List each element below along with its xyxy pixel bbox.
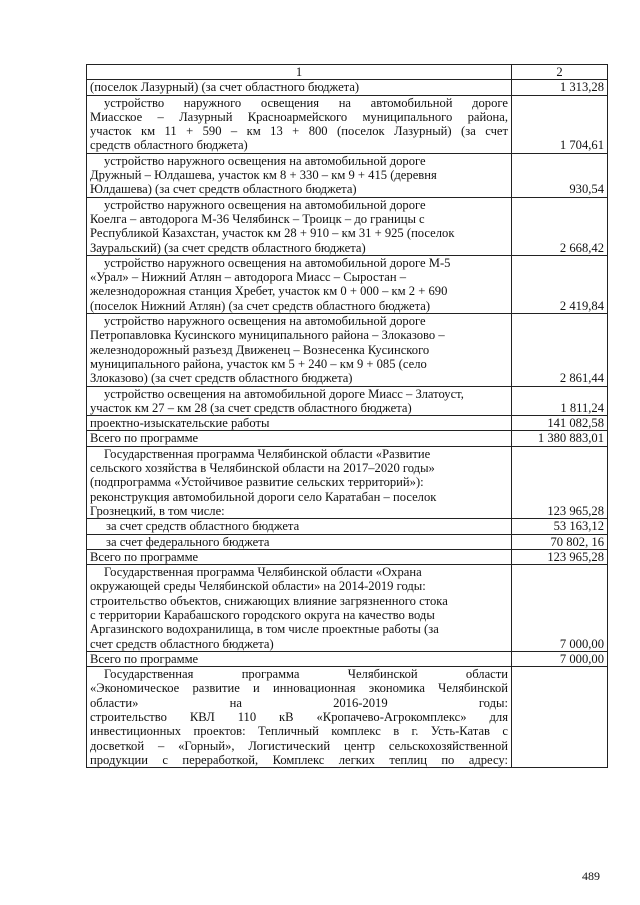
description-line: Грознецкий, в том числе: [90,503,225,518]
table-body [87,80,608,768]
description-line: Государственная программа Челябинской области «Развитие [104,446,431,461]
amount-value: 1 811,24 [512,386,608,416]
description-line: Всего по программе [90,549,199,564]
item-description [87,431,512,446]
description-line: устройство наружного освещения на автомобильной дороге [104,197,426,212]
description-line: Миасское – Лазурный Красноармейского муниципального района, [90,109,508,124]
item-description [87,667,512,768]
table-row [87,667,608,768]
description-line: Петропавловка Кусинского муниципального района – Злоказово – [90,328,445,343]
item-description [87,534,512,549]
table-row [87,534,608,549]
description-line: (поселок Лазурный) (за счет областного бюджета) [90,80,360,95]
amount-value: 70 802, 16 [512,534,608,549]
description-line: Злоказово) (за счет средств областного бюджета) [90,371,353,386]
description-line: (подпрограмма «Устойчивое развитие сельских территорий»): [90,475,424,490]
description-line: (поселок Нижний Атлян) (за счет средств областного бюджета) [90,298,431,313]
table-row [87,416,608,431]
column-header-1: 1 [87,65,512,80]
amount-value: 1 704,61 [512,95,608,153]
item-description [87,565,512,652]
amount-value: 7 000,00 [512,565,608,652]
description-line: Государственная программа Челябинской области [104,667,508,682]
item-description [87,519,512,534]
item-description [87,197,512,255]
item-description [87,153,512,197]
amount-value: 123 965,28 [512,446,608,518]
table-row [87,80,608,95]
description-line: реконструкция автомобильной дороги село Каратабан – поселок [90,489,437,504]
amount-value: 141 082,58 [512,416,608,431]
description-line: Аргазинского водохранилища, в том числе проектные работы (за [90,622,439,637]
description-line: строительство объектов, снижающих влияние загрязненного стока [90,593,448,608]
amount-value: 7 000,00 [512,651,608,666]
description-line: проектно-изыскательские работы [90,416,270,431]
amount-value: 1 380 883,01 [512,431,608,446]
item-description [87,446,512,518]
description-line: устройство наружного освещения на автомобильной дороге [104,314,426,329]
table-row [87,95,608,153]
table-row [87,255,608,313]
total-row [87,651,608,666]
description-line: устройство наружного освещения на автомобильной дороге [104,153,426,168]
description-line: Зауральский) (за счет средств областного бюджета) [90,240,366,255]
item-description [87,80,512,95]
description-line: с территории Карабашского городского округа на качество воды [90,607,435,622]
table-row [87,446,608,518]
table-row [87,386,608,416]
amount-value [512,667,608,768]
total-row [87,549,608,564]
amount-value: 1 313,28 [512,80,608,95]
table-row [87,153,608,197]
amount-value: 2 419,84 [512,255,608,313]
description-line: средств областного бюджета) [90,138,248,153]
description-line: железнодорожная станция Хребет, участок км 0 + 000 – км 2 + 690 [90,284,448,299]
description-line: досветкой – «Горный», Логистический центр сельскохозяйственной [90,738,508,753]
column-header-2: 2 [512,65,608,80]
description-line: Республикой Казахстан, участок км 28 + 910 – км 31 + 925 (поселок [90,226,455,241]
description-line: продукции с переработкой, Комплекс легких теплиц по адресу: [90,752,508,767]
item-description [87,416,512,431]
description-line: участок км 27 – км 28 (за счет средств областного бюджета) [90,400,412,415]
description-line: Дружный – Юлдашева, участок км 8 + 330 – км 9 + 415 (деревня [90,168,437,183]
description-line: железнодорожный разъезд Движенец – Вознесенка Кусинского [90,342,430,357]
description-line: сельского хозяйства в Челябинской области на 2017–2020 годы» [90,461,435,476]
description-line: области» на 2016-2019 годы: [90,695,508,710]
description-line: инвестиционных проектов: Тепличный комплекс в г. Усть-Катав с [90,724,508,739]
item-description [87,255,512,313]
description-line: строительство КВЛ 110 кВ «Кропачево-Агрокомплекс» для [90,710,508,725]
description-line: устройство освещения на автомобильной дороге Миасс – Златоуст, [104,386,464,401]
description-line: за счет федерального бюджета [106,534,270,549]
item-description [87,386,512,416]
item-description [87,651,512,666]
description-line: участок км 11 + 590 – км 13 + 800 (поселок Лазурный) (за счет [90,124,508,139]
item-description [87,95,512,153]
amount-value: 2 861,44 [512,314,608,386]
table-row [87,314,608,386]
program-table [86,64,608,768]
item-description [87,549,512,564]
table-row [87,519,608,534]
table-header-row [87,65,608,80]
description-line: окружающей среды Челябинской области» на 2014-2019 годы: [90,579,426,594]
amount-value: 2 668,42 [512,197,608,255]
description-line: муниципального района, участок км 5 + 240 – км 9 + 085 (село [90,356,427,371]
description-line: за счет средств областного бюджета [106,519,300,534]
total-row [87,431,608,446]
description-line: Всего по программе [90,651,199,666]
description-line: «Урал» – Нижний Атлян – автодорога Миасс – Сыростан – [90,270,407,285]
description-line: устройство наружного освещения на автомобильной дороге М-5 [104,255,451,270]
amount-value: 123 965,28 [512,549,608,564]
description-line: «Экономическое развитие и инновационная экономика Челябинской [90,681,508,696]
description-line: Юлдашева) (за счет средств областного бюджета) [90,182,357,197]
description-line: Государственная программа Челябинской области «Охрана [104,565,422,580]
amount-value: 930,54 [512,153,608,197]
description-line: счет средств областного бюджета) [90,636,274,651]
table-row [87,565,608,652]
description-line: Всего по программе [90,431,199,446]
table-row [87,197,608,255]
item-description [87,314,512,386]
amount-value: 53 163,12 [512,519,608,534]
description-line: устройство наружного освещения на автомобильной дороге [104,95,508,110]
description-line: Коелга – автодорога М-36 Челябинск – Троицк – до границы с [90,211,425,226]
page-number: 489 [582,869,600,883]
